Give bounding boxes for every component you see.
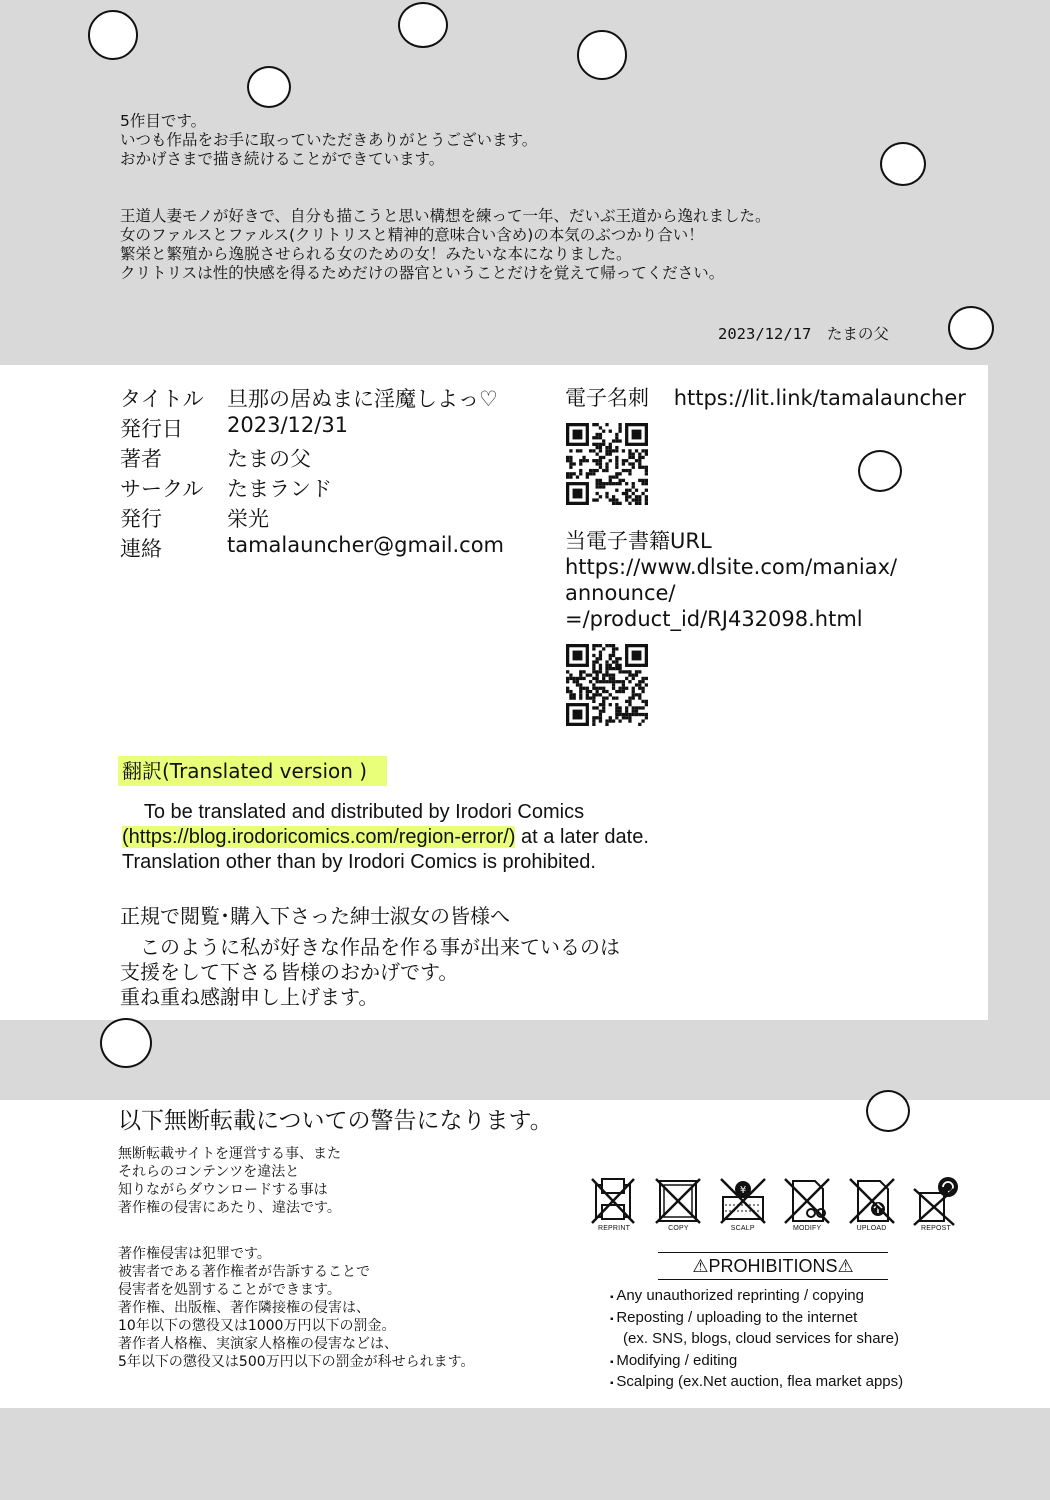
prohibition-item: ▪ Reposting / uploading to the internet (610, 1308, 903, 1330)
bubble-decoration (880, 142, 926, 186)
colophon-value: 旦那の居ぬまに淫魔しよっ♡ (227, 387, 498, 411)
icon-caption: MODIFY (792, 1225, 822, 1232)
colophon-label: タイトル (120, 387, 204, 411)
colophon-row-author (120, 443, 504, 473)
bubble-decoration (866, 1090, 910, 1132)
contact-email-link[interactable]: tamalauncher@gmail.com (227, 533, 505, 557)
ecard-url-link[interactable]: https://lit.link/tamalauncher (673, 386, 966, 410)
upload-icon (843, 1175, 901, 1240)
translation-notice (122, 800, 649, 875)
colophon-value: たまランド (227, 477, 332, 501)
middle-gray-band (0, 1020, 1050, 1100)
colophon-label: 連絡 (120, 537, 162, 561)
bottom-gray-band (0, 1408, 1050, 1500)
prohibition-item: ▪ Modifying / editing (610, 1351, 903, 1373)
translation-line: at a later date. (515, 826, 649, 848)
prohibition-item: ▪ Scalping (ex.Net auction, flea market apps) (610, 1372, 903, 1394)
colophon-label: サークル (120, 477, 204, 501)
intro-message: 5作目です。 いつも作品をお手に取っていただきありがとうございます。 おかげさまで描き続けることができています。 (120, 112, 538, 168)
prohibition-item: (ex. SNS, blogs, cloud services for share) (623, 1330, 899, 1347)
bubble-decoration (398, 2, 448, 48)
colophon-value: 2023/12/31 (227, 413, 349, 437)
ebook-url-link[interactable]: 当電子書籍URL https://www.dlsite.com/maniax/ announce/ =/product_id/RJ432098.html (565, 529, 898, 631)
translation-heading: 翻訳(Translated version ) (118, 756, 387, 786)
right-gray-band (988, 365, 1050, 1020)
icon-caption: REPOST (920, 1225, 951, 1232)
bubble-decoration (858, 450, 902, 492)
bubble-decoration (88, 10, 138, 60)
bubble-decoration (100, 1018, 152, 1068)
icon-caption: UPLOAD (856, 1225, 887, 1232)
thanks-heading: 正規で閲覧･購入下さった紳士淑女の皆様へ (120, 904, 510, 928)
colophon-label: 発行 (120, 507, 162, 531)
bubble-decoration (577, 30, 627, 80)
icon-caption: REPRINT (597, 1225, 631, 1232)
translation-line: To be translated and distributed by Irodori Comics (122, 801, 585, 823)
colophon-value: たまの父 (227, 447, 311, 471)
colophon-row-contact (120, 533, 504, 563)
warning-paragraph: 無断転載サイトを運営する事、また それらのコンテンツを違法と 知りながらダウンロードする事は 著作権の侵害にあたり、違法です。 (118, 1146, 342, 1216)
irodori-link[interactable]: (https://blog.irodoricomics.com/region-error/) (122, 826, 516, 848)
colophon-row-circle (120, 473, 504, 503)
prohibition-icons (585, 1175, 965, 1240)
scalp-icon (714, 1175, 772, 1240)
thanks-body: このように私が好きな作品を作る事が出来ているのは 支援をして下さる皆様のおかげです。 重ね重ね感謝申し上げます。 (120, 935, 620, 1009)
ecard-label: 電子名刺 (565, 386, 649, 410)
colophon-row-title (120, 383, 504, 413)
prohibitions-list (610, 1286, 903, 1394)
digital-business-card (565, 385, 966, 411)
bubble-decoration (948, 306, 994, 350)
prohibitions-title: ⚠PROHIBITIONS⚠ (658, 1252, 888, 1280)
colophon (120, 383, 504, 563)
prohibition-item: ▪ Any unauthorized reprinting / copying (610, 1286, 903, 1308)
colophon-label: 著者 (120, 447, 162, 471)
colophon-value: 栄光 (227, 507, 269, 531)
reprint-icon (585, 1175, 643, 1240)
colophon-label: 発行日 (120, 417, 183, 441)
copy-icon (649, 1175, 707, 1240)
colophon-row-date (120, 413, 504, 443)
icon-caption: COPY (668, 1225, 689, 1232)
modify-icon (778, 1175, 836, 1240)
story-message: 王道人妻モノが好きで、自分も描こうと思い構想を練って一年、だいぶ王道から逸れました。 女のファルスとファルス(クリトリスと精神的意味合い含め)の本気のぶつかり合い！ 繁栄と繁殖から逸脱させられる女のための女！みたいな本になりました。 クリトリスは性的快感を得るためだけの器官ということだけを覚えて帰ってください。 (120, 207, 771, 282)
qr-code-icon[interactable] (566, 644, 648, 726)
icon-caption: SCALP (730, 1225, 755, 1232)
qr-code-icon[interactable] (566, 423, 648, 505)
signature-date: 2023/12/17 たまの父 (718, 325, 889, 343)
warning-paragraph: 著作権侵害は犯罪です。 被害者である著作権者が告訴することで 侵害者を処罰することができます。 著作権、出版権、著作隣接権の侵害は、 10年以下の懲役又は1000万円以下の罰金。 著作者人格権、実演家人格権の侵害などは、 5年以下の懲役又は500万円以下の罰金が科せられます。 (118, 1246, 475, 1370)
repost-icon (907, 1175, 965, 1240)
bubble-decoration (247, 66, 291, 108)
warning-heading: 以下無断転載についての警告になります。 (118, 1108, 553, 1134)
colophon-row-publisher (120, 503, 504, 533)
translation-line: Translation other than by Irodori Comics is prohibited. (122, 851, 596, 873)
svg-text:¥: ¥ (739, 1185, 746, 1196)
